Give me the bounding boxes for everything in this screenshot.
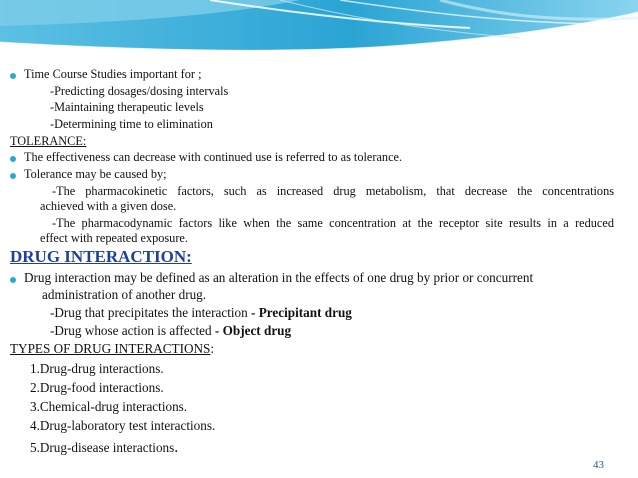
- bullet-icon: [10, 156, 16, 162]
- pharmacodynamic-line: -The pharmacodynamic factors like when the same concentration at the receptor site results in a reduced: [52, 216, 614, 230]
- object-text: -Drug whose action is affected: [50, 323, 215, 338]
- interaction-type-item: 3.Chemical-drug interactions.: [30, 399, 188, 414]
- drug-interaction-heading: DRUG INTERACTION:: [10, 247, 192, 266]
- tolerance-causes-title: Tolerance may be caused by;: [24, 167, 167, 181]
- interaction-type-item: [30, 439, 178, 457]
- tolerance-heading: TOLERANCE:: [10, 134, 87, 148]
- types-heading-colon: :: [210, 341, 215, 356]
- object-label: - Object drug: [214, 323, 292, 338]
- types-heading: TYPES OF DRUG INTERACTIONS: [10, 341, 211, 356]
- bullet-icon: [10, 173, 16, 179]
- page-number: 43: [593, 459, 604, 471]
- pharmacokinetic-line: achieved with a given dose.: [40, 199, 177, 213]
- drug-interaction-definition: Drug interaction may be defined as an alteration in the effects of one drug by prior or concurrent: [24, 270, 534, 285]
- time-course-item: -Predicting dosages/dosing intervals: [50, 84, 229, 98]
- precipitant-text: -Drug that precipitates the interaction: [50, 305, 252, 320]
- types-heading-line: [10, 341, 214, 357]
- time-course-item: -Determining time to elimination: [50, 117, 213, 131]
- interaction-type-item: 2.Drug-food interactions.: [30, 380, 164, 395]
- drug-interaction-definition: administration of another drug.: [42, 287, 207, 302]
- time-course-item: -Maintaining therapeutic levels: [50, 100, 204, 114]
- bullet-icon: [10, 73, 16, 79]
- precipitant-line: [50, 305, 352, 321]
- bullet-icon: [10, 277, 16, 283]
- interaction-type-text: 5.Drug-disease interactions: [30, 440, 175, 455]
- interaction-type-item: 4.Drug-laboratory test interactions.: [30, 418, 216, 433]
- tolerance-definition: The effectiveness can decrease with continued use is referred to as tolerance.: [24, 150, 403, 164]
- interaction-type-period: .: [174, 439, 179, 456]
- pharmacodynamic-line: effect with repeated exposure.: [40, 231, 188, 245]
- precipitant-label: - Precipitant drug: [251, 305, 352, 320]
- pharmacokinetic-line: -The pharmacokinetic factors, such as increased drug metabolism, that decrease the concentrations: [52, 184, 614, 198]
- interaction-type-item: 1.Drug-drug interactions.: [30, 361, 164, 376]
- object-line: [50, 323, 291, 339]
- time-course-title: Time Course Studies important for ;: [24, 67, 202, 81]
